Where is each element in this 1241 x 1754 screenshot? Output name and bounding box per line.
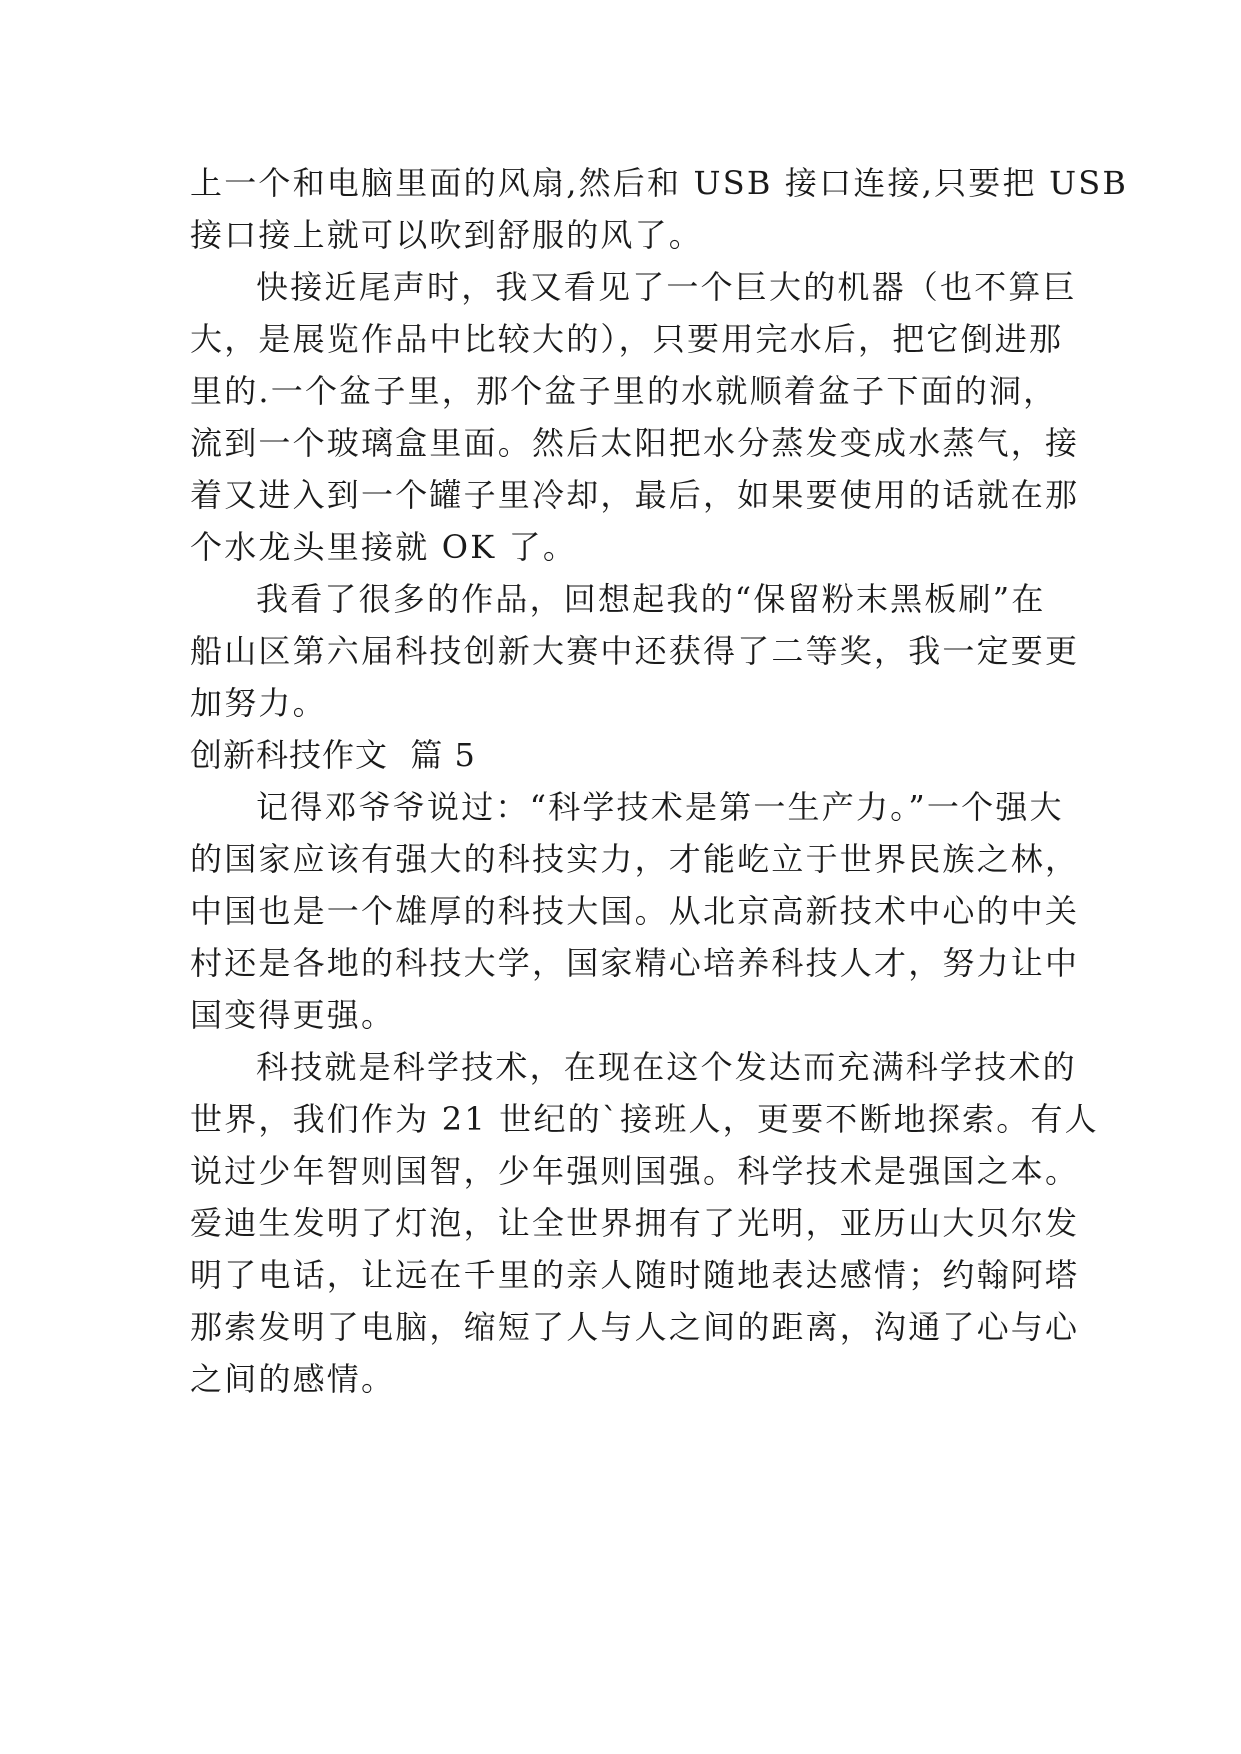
paragraph-line: 爱迪生发明了灯泡，让全世界拥有了光明，亚历山大贝尔发 [190,1204,1080,1242]
paragraph-line: 说过少年智则国智，少年强则国强。科学技术是强国之本。 [190,1152,1080,1190]
paragraph-line: 流到一个玻璃盒里面。然后太阳把水分蒸发变成水蒸气，接 [190,424,1080,462]
paragraph-line: 里的.一个盆子里，那个盆子里的水就顺着盆子下面的洞， [190,372,1058,410]
paragraph-line: 我看了很多的作品，回想起我的“保留粉末黑板刷”在 [256,580,1046,618]
paragraph-line: 那索发明了电脑，缩短了人与人之间的距离，沟通了心与心 [190,1308,1080,1346]
paragraph-line: 着又进入到一个罐子里冷却，最后，如果要使用的话就在那 [190,476,1080,514]
paragraph-line: 记得邓爷爷说过：“科学技术是第一生产力。”一个强大 [256,788,1064,826]
section-heading: 创新科技作文 篇 5 [190,736,476,774]
paragraph-line: 世界，我们作为 21 世纪的`接班人，更要不断地探索。有人 [190,1100,1099,1138]
paragraph-line: 船山区第六届科技创新大赛中还获得了二等奖，我一定要更 [190,632,1080,670]
paragraph-line: 明了电话，让远在千里的亲人随时随地表达感情；约翰阿塔 [190,1256,1080,1294]
paragraph-line: 上一个和电脑里面的风扇,然后和 USB 接口连接,只要把 USB [190,164,1129,202]
paragraph-line: 加努力。 [190,684,327,722]
paragraph-line: 之间的感情。 [190,1360,396,1398]
paragraph-line: 大，是展览作品中比较大的），只要用完水后，把它倒进那 [190,320,1064,358]
paragraph-line: 中国也是一个雄厚的科技大国。从北京高新技术中心的中关 [190,892,1080,930]
document-body [190,157,1129,1405]
paragraph-line: 个水龙头里接就 OK 了。 [190,528,578,566]
paragraph-line: 国变得更强。 [190,996,396,1034]
paragraph-line: 村还是各地的科技大学，国家精心培养科技人才，努力让中 [190,944,1080,982]
paragraph-line: 科技就是科学技术，在现在这个发达而充满科学技术的 [256,1048,1077,1086]
paragraph-line: 快接近尾声时，我又看见了一个巨大的机器（也不算巨 [256,268,1077,306]
paragraph-line: 接口接上就可以吹到舒服的风了。 [190,216,704,254]
paragraph-line: 的国家应该有强大的科技实力，才能屹立于世界民族之林， [190,840,1080,878]
